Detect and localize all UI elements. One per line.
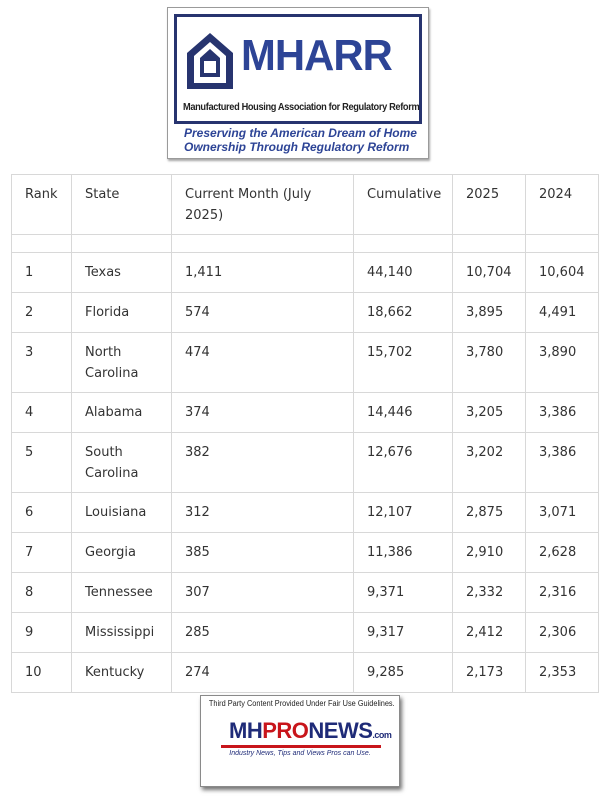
cell-2024: 3,890 bbox=[526, 333, 599, 393]
cell-current-month: 382 bbox=[172, 433, 354, 493]
cell-2024: 3,386 bbox=[526, 433, 599, 493]
cell-2025: 2,910 bbox=[453, 533, 526, 573]
table-row bbox=[12, 393, 599, 433]
mhpronews-badge bbox=[200, 695, 400, 787]
mharr-logo bbox=[167, 7, 429, 159]
cell-2024: 3,071 bbox=[526, 493, 599, 533]
fair-use-notice: Third Party Content Provided Under Fair Use Guidelines. bbox=[208, 699, 395, 708]
mharr-logo-frame bbox=[174, 14, 422, 124]
mhpronews-tagline: Industry News, Tips and Views Pros can Use. bbox=[229, 750, 371, 757]
table-row bbox=[12, 573, 599, 613]
cell-2025: 2,875 bbox=[453, 493, 526, 533]
cell-state: Louisiana bbox=[72, 493, 172, 533]
mhpronews-logo bbox=[229, 718, 391, 744]
cell-2025: 3,205 bbox=[453, 393, 526, 433]
cell-cumulative: 15,702 bbox=[354, 333, 453, 393]
header-2025: 2025 bbox=[453, 175, 526, 235]
cell-2025: 2,173 bbox=[453, 653, 526, 693]
cell-state: Mississippi bbox=[72, 613, 172, 653]
cell-current-month: 274 bbox=[172, 653, 354, 693]
header-current-month: Current Month (July 2025) bbox=[172, 175, 354, 235]
header-2024: 2024 bbox=[526, 175, 599, 235]
header-state: State bbox=[72, 175, 172, 235]
cell-rank: 7 bbox=[12, 533, 72, 573]
cell-2024: 10,604 bbox=[526, 253, 599, 293]
cell-cumulative: 9,285 bbox=[354, 653, 453, 693]
cell-rank: 1 bbox=[12, 253, 72, 293]
spacer-cell bbox=[12, 235, 72, 253]
cell-2024: 2,628 bbox=[526, 533, 599, 573]
cell-2025: 2,332 bbox=[453, 573, 526, 613]
cell-state: Tennessee bbox=[72, 573, 172, 613]
logo-news: NEWS bbox=[308, 718, 373, 743]
spacer-cell bbox=[354, 235, 453, 253]
cell-cumulative: 9,317 bbox=[354, 613, 453, 653]
cell-2024: 2,353 bbox=[526, 653, 599, 693]
cell-rank: 5 bbox=[12, 433, 72, 493]
cell-state: Texas bbox=[72, 253, 172, 293]
mharr-full-name: Manufactured Housing Association for Regulatory Reform bbox=[183, 101, 420, 113]
cell-rank: 8 bbox=[12, 573, 72, 613]
mharr-tagline bbox=[184, 126, 424, 154]
spacer-cell bbox=[172, 235, 354, 253]
table-header-row bbox=[12, 175, 599, 235]
header-rank: Rank bbox=[12, 175, 72, 235]
cell-rank: 10 bbox=[12, 653, 72, 693]
logo-dotcom: .com bbox=[372, 730, 392, 740]
cell-state: Alabama bbox=[72, 393, 172, 433]
cell-2025: 3,202 bbox=[453, 433, 526, 493]
spacer-cell bbox=[453, 235, 526, 253]
table-row bbox=[12, 333, 599, 393]
cell-cumulative: 12,107 bbox=[354, 493, 453, 533]
cell-state: South Carolina bbox=[72, 433, 172, 493]
cell-2024: 2,316 bbox=[526, 573, 599, 613]
cell-cumulative: 14,446 bbox=[354, 393, 453, 433]
cell-current-month: 1,411 bbox=[172, 253, 354, 293]
table-row bbox=[12, 493, 599, 533]
logo-mh: MH bbox=[229, 718, 263, 743]
house-icon bbox=[185, 31, 235, 91]
spacer-cell bbox=[72, 235, 172, 253]
cell-current-month: 285 bbox=[172, 613, 354, 653]
cell-current-month: 385 bbox=[172, 533, 354, 573]
cell-rank: 3 bbox=[12, 333, 72, 393]
table-row bbox=[12, 533, 599, 573]
cell-rank: 6 bbox=[12, 493, 72, 533]
table-row bbox=[12, 433, 599, 493]
cell-cumulative: 44,140 bbox=[354, 253, 453, 293]
cell-current-month: 474 bbox=[172, 333, 354, 393]
header-cumulative: Cumulative bbox=[354, 175, 453, 235]
logo-pro: PRO bbox=[262, 718, 309, 743]
cell-2025: 3,895 bbox=[453, 293, 526, 333]
table-spacer-row bbox=[12, 235, 599, 253]
cell-rank: 2 bbox=[12, 293, 72, 333]
state-shipments-table bbox=[11, 174, 599, 693]
cell-2024: 3,386 bbox=[526, 393, 599, 433]
cell-state: North Carolina bbox=[72, 333, 172, 393]
mharr-tagline-line-1: Preserving the American Dream of Home bbox=[184, 126, 417, 140]
mharr-name: MHARR bbox=[241, 31, 392, 80]
cell-cumulative: 11,386 bbox=[354, 533, 453, 573]
cell-cumulative: 12,676 bbox=[354, 433, 453, 493]
cell-2025: 3,780 bbox=[453, 333, 526, 393]
cell-current-month: 574 bbox=[172, 293, 354, 333]
cell-2024: 2,306 bbox=[526, 613, 599, 653]
cell-current-month: 374 bbox=[172, 393, 354, 433]
table-row bbox=[12, 293, 599, 333]
cell-state: Georgia bbox=[72, 533, 172, 573]
table-row bbox=[12, 613, 599, 653]
spacer-cell bbox=[526, 235, 599, 253]
cell-cumulative: 9,371 bbox=[354, 573, 453, 613]
cell-rank: 4 bbox=[12, 393, 72, 433]
cell-rank: 9 bbox=[12, 613, 72, 653]
cell-current-month: 312 bbox=[172, 493, 354, 533]
cell-cumulative: 18,662 bbox=[354, 293, 453, 333]
cell-current-month: 307 bbox=[172, 573, 354, 613]
cell-state: Florida bbox=[72, 293, 172, 333]
cell-state: Kentucky bbox=[72, 653, 172, 693]
mharr-tagline-line-2: Ownership Through Regulatory Reform bbox=[184, 140, 410, 154]
cell-2025: 2,412 bbox=[453, 613, 526, 653]
cell-2025: 10,704 bbox=[453, 253, 526, 293]
table-row bbox=[12, 253, 599, 293]
logo-underline bbox=[221, 745, 381, 748]
table-row bbox=[12, 653, 599, 693]
cell-2024: 4,491 bbox=[526, 293, 599, 333]
